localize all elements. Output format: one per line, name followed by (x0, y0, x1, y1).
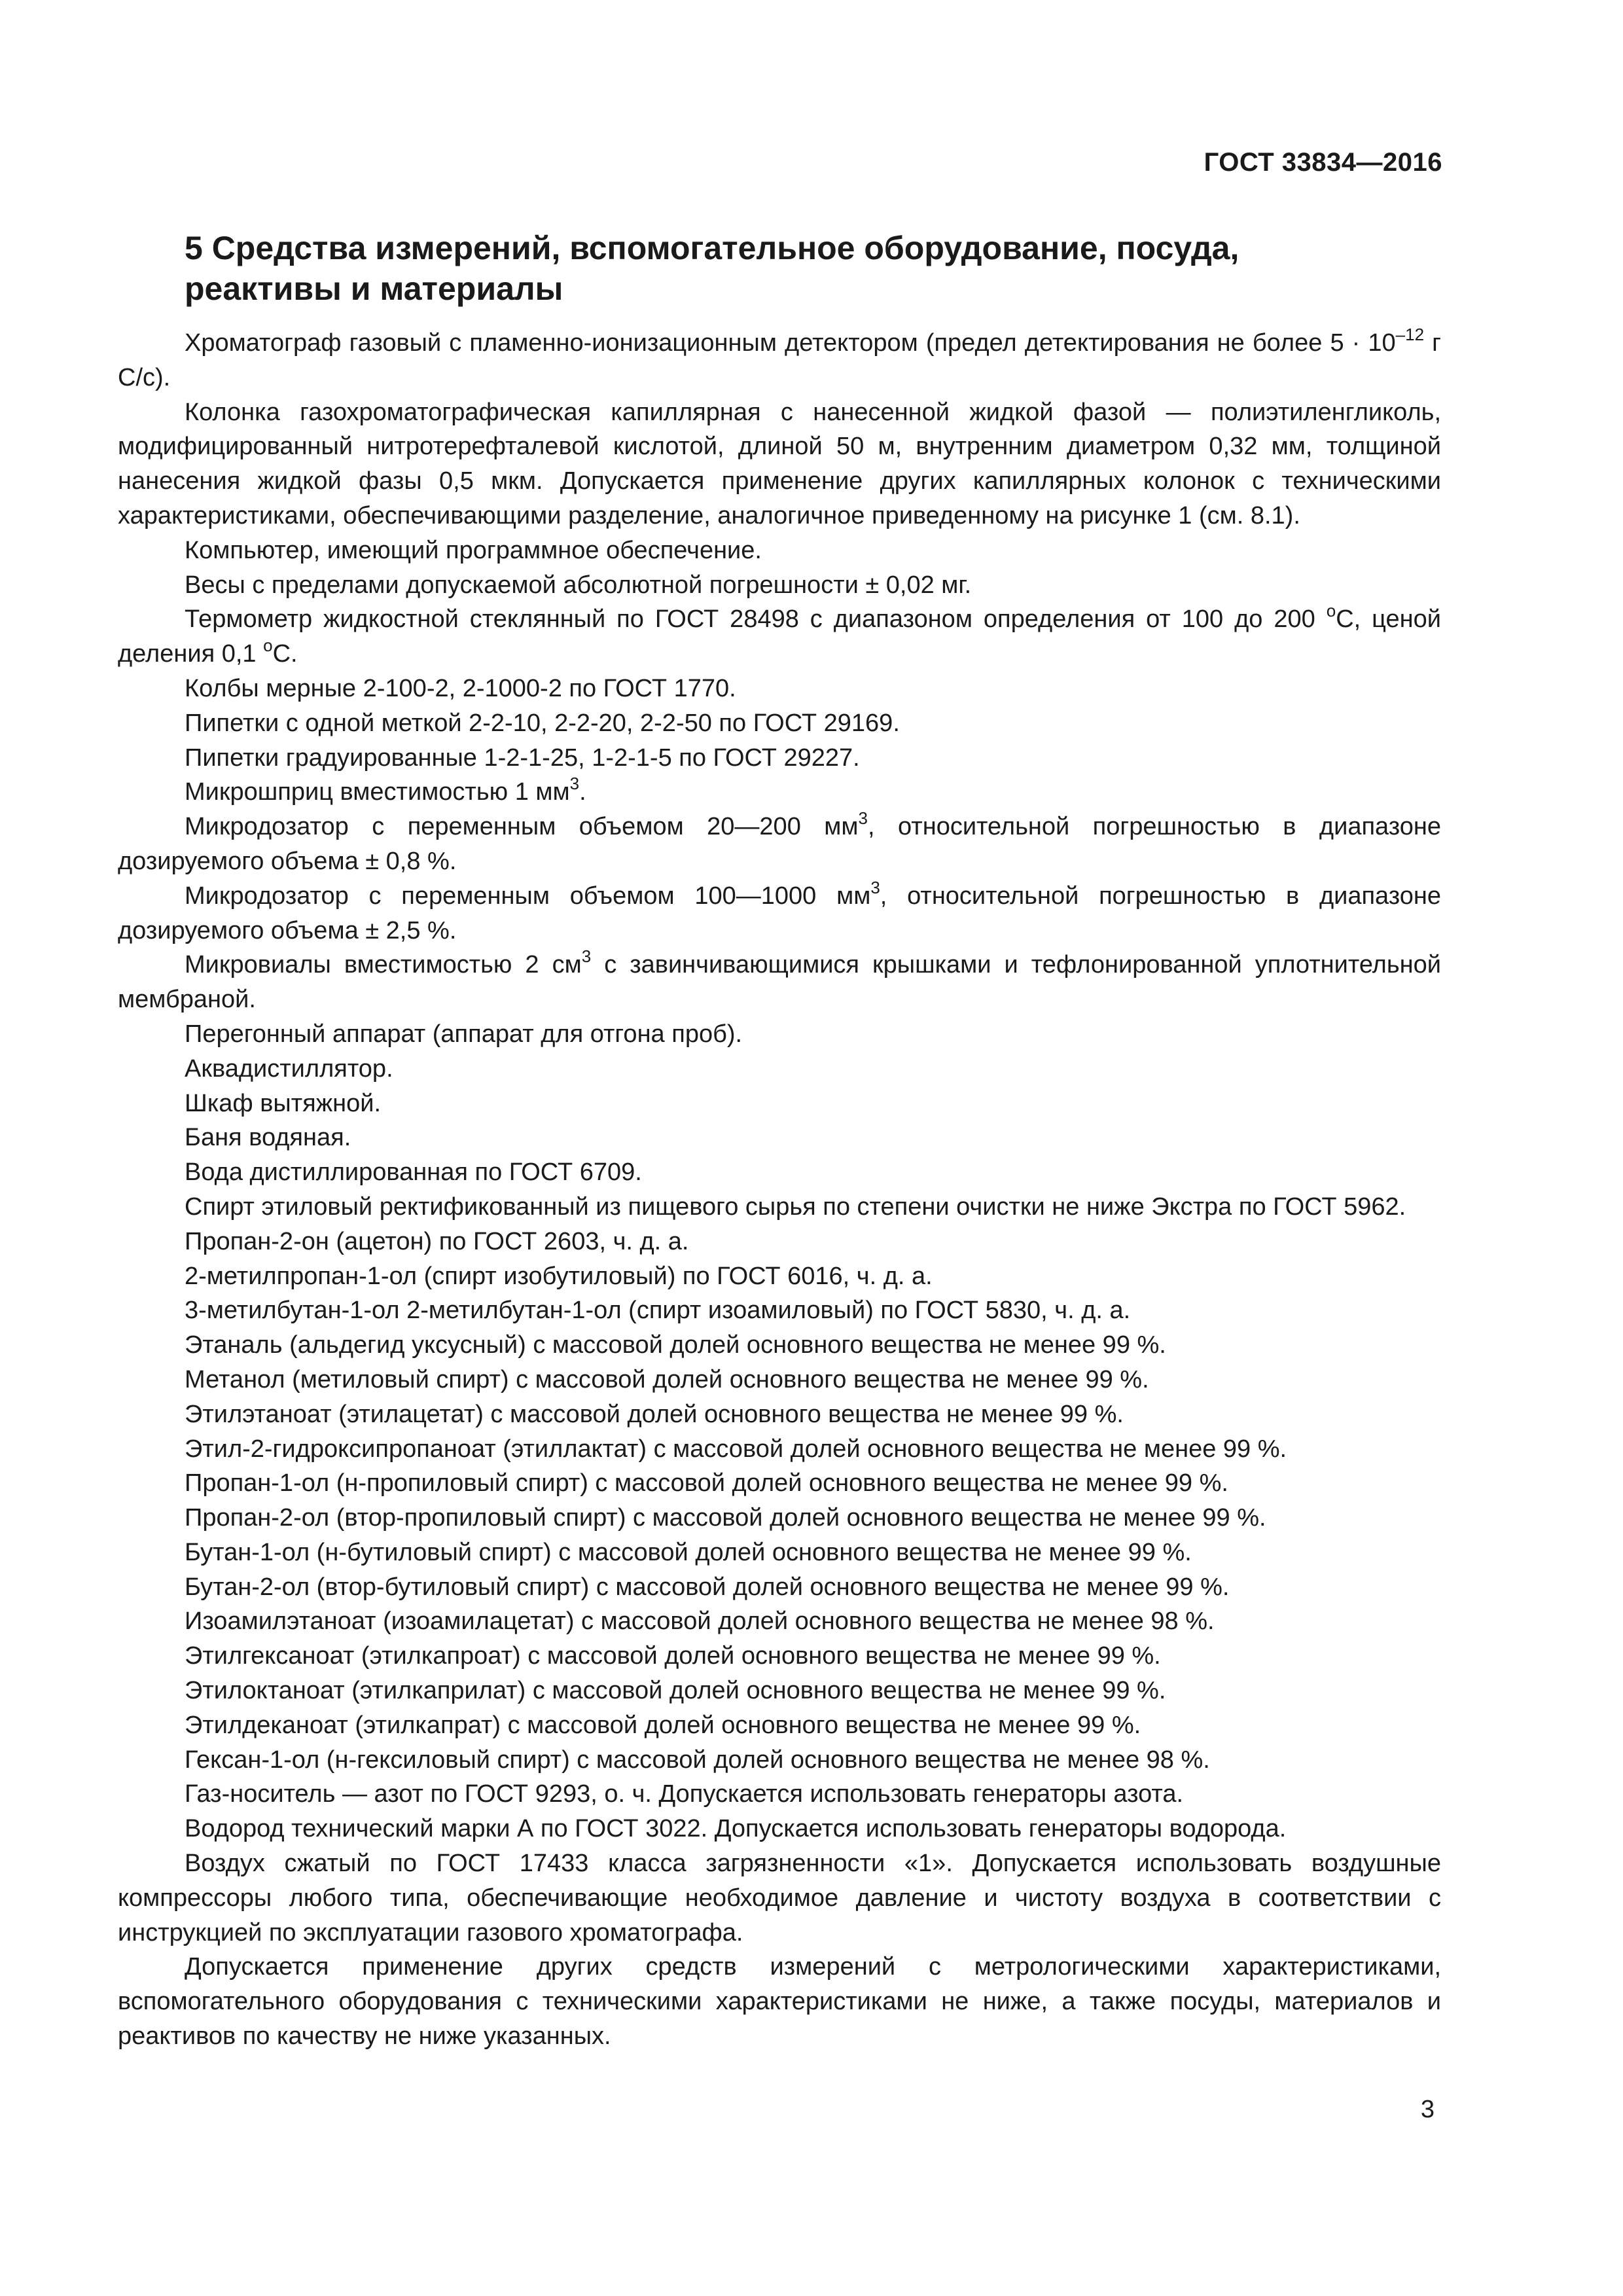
paragraph-flasks: Колбы мерные 2-100-2, 2-1000-2 по ГОСТ 1770. (185, 674, 736, 702)
paragraph-alternatives-allowed: Допускается применение других средств измерений с метрологическими характеристиками, вспомогательного оборудования с техническими характеристиками не ниже, а также посуды, материалов и реактивов по качеству не ниже указанных. (118, 1953, 1441, 2051)
paragraph-ethyl-alcohol: Спирт этиловый ректификованный из пищевого сырья по степени очистки не ниже Экстра по ГОСТ 5962. (185, 1193, 1406, 1221)
paragraph-scales: Весы с пределами допускаемой абсолютной погрешности ± 0,02 мг. (185, 571, 972, 599)
paragraph-thermometer (118, 602, 1441, 672)
paragraph-microvials-rest: с завинчивающимися крышками и тефлонированной уплотнительной мембраной. (118, 951, 1442, 1014)
paragraph-water-bath: Баня водяная. (185, 1124, 351, 1152)
degree-sign: о (263, 636, 273, 656)
section-title (185, 228, 1402, 309)
standard-header: ГОСТ 33834—2016 (1204, 148, 1442, 177)
page-number: 3 (1420, 2096, 1435, 2123)
paragraph-hexan-1-ol: Гексан-1-ол (н-гексиловый спирт) с массовой долей основного вещества не менее 98 %. (185, 1746, 1210, 1774)
exponent: 3 (581, 946, 592, 967)
paragraph-butan-2-ol: Бутан-2-ол (втор-бутиловый спирт) с массовой долей основного вещества не менее 99 %. (185, 1573, 1230, 1601)
paragraph-microsyringe-text: Микрошприц вместимостью 1 мм (185, 778, 570, 806)
paragraph-ethanal: Этаналь (альдегид уксусный) с массовой долей основного вещества не менее 99 %. (185, 1331, 1166, 1359)
section-title-line-2: реактивы и материалы (185, 270, 563, 307)
paragraph-chromatograph-unit: г С/с). (118, 329, 1442, 391)
paragraph-pipettes-single-mark: Пипетки с одной меткой 2-2-10, 2-2-20, 2-2-50 по ГОСТ 29169. (185, 709, 900, 737)
paragraph-thermometer-text-2: С, ценой деления 0,1 (118, 605, 1441, 668)
paragraph-methanol: Метанол (метиловый спирт) с массовой долей основного вещества не менее 99 %. (185, 1365, 1149, 1393)
paragraph-microvials (118, 948, 1441, 1017)
paragraph-microdispenser-20-200 (118, 810, 1441, 879)
paragraph-distillation-apparatus: Перегонный аппарат (аппарат для отгона проб). (185, 1020, 743, 1048)
paragraph-ethyl-caprate: Этилдеканоат (этилкапрат) с массовой долей основного вещества не менее 99 %. (185, 1711, 1141, 1739)
paragraph-column: Колонка газохроматографическая капиллярная с нанесенной жидкой фазой — полиэтиленгликоль, модифицированный нитротерефталевой кислотой, длиной 50 м, внутренним диаметром 0,32 мм, толщиной нанесения жидкой фазы 0,5 мкм. Допускается применение других капиллярных колонок с техническими характеристиками, обеспечивающими разделение, аналогичное приведенному на рисунке 1 (см. 8.1). (118, 398, 1441, 529)
paragraph-microdispenser-20-200-rest: , относительной погрешностью в диапазоне дозируемого объема ± 0,8 %. (118, 813, 1441, 875)
paragraph-isoamyl-alcohol: 3-метилбутан-1-ол 2-метилбутан-1-ол (спирт изоамиловый) по ГОСТ 5830, ч. д. а. (185, 1297, 1131, 1325)
paragraph-aquadistiller: Аквадистиллятор. (185, 1054, 393, 1083)
paragraph-hydrogen: Водород технический марки А по ГОСТ 3022. Допускается использовать генераторы водорода. (185, 1815, 1287, 1843)
exponent: –12 (1395, 325, 1425, 344)
paragraph-distilled-water: Вода дистиллированная по ГОСТ 6709. (185, 1158, 642, 1187)
paragraph-microvials-text: Микровиалы вместимостью 2 см (185, 951, 582, 979)
paragraph-ethyl-acetate: Этилэтаноат (этилацетат) с массовой долей основного вещества не менее 99 %. (185, 1400, 1124, 1428)
paragraph-ethyl-lactate: Этил-2-гидроксипропаноат (этиллактат) с массовой долей основного вещества не менее 99 %. (185, 1435, 1287, 1463)
section-body (118, 326, 1441, 2054)
paragraph-compressed-air: Воздух сжатый по ГОСТ 17433 класса загрязненности «1». Допускается использовать воздушные компрессоры любого типа, обеспечивающие необходимое давление и чистоту воздуха в соответствии с инструкцией по эксплуатации газового хроматографа. (118, 1850, 1441, 1946)
paragraph-ethyl-caproate: Этилгексаноат (этилкапроат) с массовой долей основного вещества не менее 99 %. (185, 1642, 1161, 1670)
paragraph-microdispenser-100-1000-rest: , относительной погрешностью в диапазоне дозируемого объема ± 2,5 %. (118, 882, 1442, 944)
paragraph-pipettes-graduated: Пипетки градуированные 1-2-1-25, 1-2-1-5 по ГОСТ 29227. (185, 744, 860, 772)
paragraph-microsyringe (118, 775, 1441, 810)
section-title-line-1: 5 Средства измерений, вспомогательное оборудование, посуда, (185, 230, 1240, 266)
paragraph-microdispenser-100-1000-text: Микродозатор с переменным объемом 100—1000 мм (185, 882, 871, 910)
paragraph-propan-1-ol: Пропан-1-ол (н-пропиловый спирт) с массовой долей основного вещества не менее 99 %. (185, 1469, 1228, 1498)
paragraph-acetone: Пропан-2-он (ацетон) по ГОСТ 2603, ч. д. а. (185, 1227, 689, 1255)
paragraph-microdispenser-100-1000 (118, 879, 1441, 948)
exponent: 3 (870, 877, 880, 897)
paragraph-microdispenser-20-200-text: Микродозатор с переменным объемом 20—200 мм (185, 813, 859, 841)
paragraph-isobutyl-alcohol: 2-метилпропан-1-ол (спирт изобутиловый) по ГОСТ 6016, ч. д. а. (185, 1262, 933, 1290)
paragraph-butan-1-ol: Бутан-1-ол (н-бутиловый спирт) с массовой долей основного вещества не менее 99 %. (185, 1538, 1192, 1566)
exponent: 3 (569, 774, 580, 794)
paragraph-fume-hood: Шкаф вытяжной. (185, 1089, 382, 1117)
paragraph-propan-2-ol: Пропан-2-ол (втор-пропиловый спирт) с массовой долей основного вещества не менее 99 %. (185, 1504, 1266, 1532)
paragraph-isoamyl-acetate: Изоамилэтаноат (изоамилацетат) с массовой долей основного вещества не менее 98 %. (185, 1607, 1215, 1636)
paragraph-carrier-gas: Газ-носитель — азот по ГОСТ 9293, о. ч. Допускается использовать генераторы азота. (185, 1780, 1184, 1808)
degree-sign: о (1326, 601, 1336, 621)
paragraph-chromatograph-text: Хроматограф газовый с пламенно-ионизационным детектором (предел детектирования не более 5 · 10 (185, 329, 1396, 357)
paragraph-computer: Компьютер, имеющий программное обеспечение. (185, 536, 762, 564)
paragraph-thermometer-text-3: С. (272, 640, 298, 668)
paragraph-chromatograph (118, 326, 1441, 395)
paragraph-ethyl-caprylate: Этилоктаноат (этилкаприлат) с массовой долей основного вещества не менее 99 %. (185, 1677, 1166, 1705)
paragraph-thermometer-text: Термометр жидкостной стеклянный по ГОСТ 28498 с диапазоном определения от 100 до 200 (185, 605, 1327, 634)
exponent: 3 (858, 808, 868, 829)
paragraph-microsyringe-end: . (579, 778, 586, 806)
